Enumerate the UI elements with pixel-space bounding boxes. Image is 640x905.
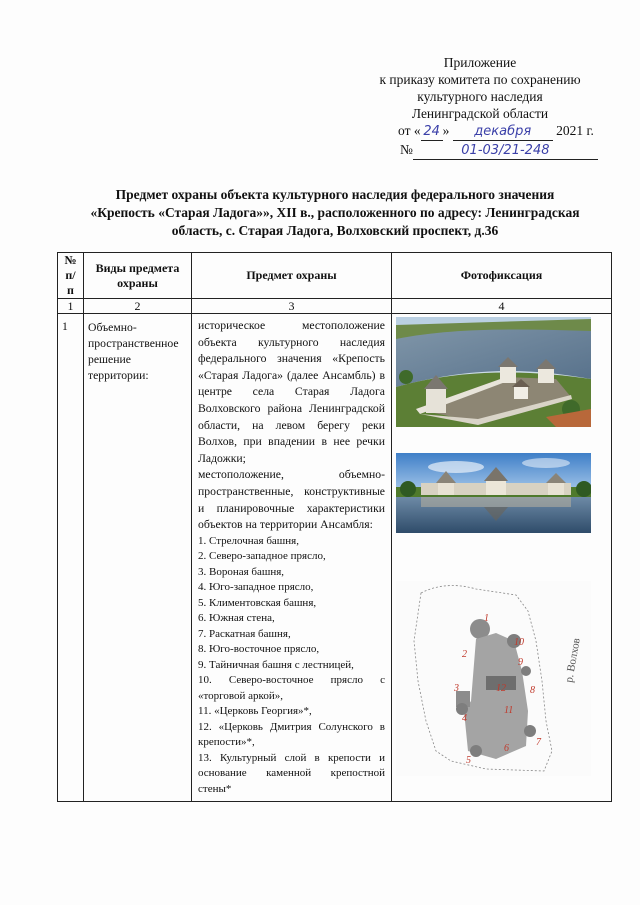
fortress-reflection-photo: [396, 453, 591, 533]
list-item: 10. Северо-восточное прясло с «торговой аркой»,: [198, 674, 385, 702]
list-item: 6. Южная стена,: [198, 612, 275, 625]
plan-label: 4: [462, 713, 467, 724]
list-item: 7. Раскатная башня,: [198, 627, 291, 640]
handwritten-month: декабря: [474, 124, 532, 139]
header-photo: Фотофиксация: [392, 253, 612, 299]
list-item: 4. Юго-западное прясло,: [198, 581, 314, 594]
title-line-1: Предмет охраны объекта культурного наследия федерального значения: [115, 187, 555, 202]
appendix-line-3: культурного наследия: [417, 89, 543, 104]
objects-list: [198, 534, 385, 798]
photo-cell: [392, 314, 612, 802]
plan-label: 9: [518, 657, 523, 668]
table-header-row: [58, 253, 612, 299]
number-line: № 01-03/21-248: [330, 141, 630, 160]
handwritten-day: 24: [423, 124, 440, 139]
title-line-3: область, с. Старая Ладога, Волховский проспект, д.36: [171, 223, 499, 238]
list-item: 9. Тайничная башня с лестницей,: [198, 658, 354, 671]
appendix-line-1: Приложение: [443, 55, 517, 70]
list-item: 5. Климентовская башня,: [198, 596, 317, 609]
list-item: 8. Юго-восточное прясло,: [198, 643, 320, 656]
list-item: 2. Северо-западное прясло,: [198, 550, 326, 563]
river-label: р. Волхов: [563, 637, 583, 684]
appendix-line-2: к приказу комитета по сохранению: [379, 72, 581, 87]
appendix-header: [330, 54, 630, 160]
list-item: 11. «Церковь Георгия»*,: [198, 705, 312, 718]
row-subject: [192, 314, 392, 802]
header-number: № п/п: [58, 253, 84, 299]
plan-label: 11: [504, 705, 514, 716]
list-item: 12. «Церковь Дмитрия Солунского в крепости»*,: [198, 720, 385, 749]
document-title: [40, 186, 630, 240]
row-type: Объемно-пространственное решение территории:: [84, 314, 192, 802]
title-line-2: «Крепость «Старая Ладога»», XII в., расположенного по адресу: Ленинградская: [90, 205, 580, 220]
header-subject: Предмет охраны: [192, 253, 392, 299]
plan-label: 5: [466, 755, 471, 766]
plan-label: 7: [536, 737, 541, 748]
plan-label: 1: [484, 613, 489, 624]
plan-label: 10: [514, 637, 524, 648]
list-item: 13. Культурный слой в крепости и основание каменной крепостной стены*: [198, 751, 385, 795]
plan-label: 8: [530, 685, 535, 696]
fortress-plan-scheme: [396, 581, 591, 776]
header-type: Виды предмета охраны: [84, 253, 192, 299]
subject-paragraph-2: местоположение, объемно-пространственные, конструктивные и планировочные характеристики объектов на территории Ансамбля:: [198, 468, 385, 532]
plan-label: 3: [454, 683, 459, 694]
fortress-aerial-photo: [396, 317, 591, 427]
column-number-row: 1 2 3 4: [58, 299, 612, 314]
plan-label: 2: [462, 649, 467, 660]
handwritten-number: 01-03/21-248: [461, 143, 550, 158]
subject-paragraph-1: историческое местоположение объекта культурного наследия федерального значения «Крепость «Старая Ладога» (далее Ансамбль) в центре села Старая Ладога Волховского района Ленинградской области, на левом берегу реки Волхов, при впадении в нее речки Ладожки;: [198, 319, 385, 465]
protection-table: [57, 252, 612, 802]
plan-label: 6: [504, 743, 509, 754]
row-number: 1: [58, 314, 84, 802]
plan-label: 12: [496, 683, 506, 694]
appendix-line-4: Ленинградской области: [411, 106, 549, 121]
date-line: от « 24 » декабря 2021 г.: [398, 123, 594, 139]
date-year: 2021 г.: [556, 123, 594, 138]
list-item: 1. Стрелочная башня,: [198, 534, 299, 547]
table-row: [58, 314, 612, 802]
list-item: 3. Вороная башня,: [198, 565, 285, 578]
